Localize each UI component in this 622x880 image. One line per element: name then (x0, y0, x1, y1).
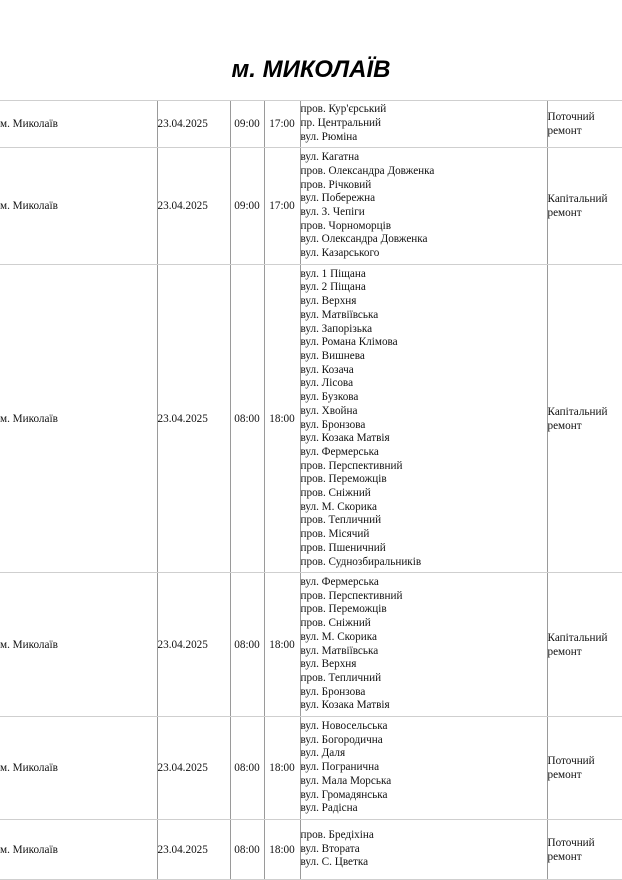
streets-cell (300, 717, 547, 820)
date-cell: 23.04.2025 (157, 820, 230, 880)
street-item: вул. Фермерська (301, 446, 547, 460)
street-item: вул. Козача (301, 364, 547, 378)
repair-type-line: ремонт (548, 768, 622, 782)
city-cell: м. Миколаїв (0, 265, 157, 573)
repair-type-line: Капітальний (548, 405, 622, 419)
streets-cell (300, 265, 547, 573)
end-time-cell: 18:00 (264, 265, 300, 573)
street-item: вул. Даля (301, 747, 547, 761)
street-item: пров. Переможців (301, 603, 547, 617)
repair-type-line: Поточний (548, 754, 622, 768)
street-item: вул. С. Цветка (301, 856, 547, 870)
repair-type-line: Поточний (548, 110, 622, 124)
street-item: пров. Перспективний (301, 460, 547, 474)
street-item: вул. 1 Піщана (301, 268, 547, 282)
table-row (0, 573, 622, 717)
date-cell: 23.04.2025 (157, 101, 230, 148)
street-item: пров. Переможців (301, 473, 547, 487)
city-cell: м. Миколаїв (0, 820, 157, 880)
start-time-cell: 08:00 (230, 717, 264, 820)
streets-cell (300, 148, 547, 265)
city-cell: м. Миколаїв (0, 573, 157, 717)
street-item: вул. Втората (301, 843, 547, 857)
street-item: вул. Громадянська (301, 789, 547, 803)
street-item: пров. Кур'єрський (301, 103, 547, 117)
repair-type-line: ремонт (548, 645, 622, 659)
repair-type-line: ремонт (548, 419, 622, 433)
table-row (0, 717, 622, 820)
street-item: вул. Кагатна (301, 151, 547, 165)
date-cell: 23.04.2025 (157, 265, 230, 573)
start-time-cell: 08:00 (230, 820, 264, 880)
street-item: вул. 2 Піщана (301, 281, 547, 295)
street-item: вул. Верхня (301, 295, 547, 309)
street-item: вул. Бронзова (301, 686, 547, 700)
street-item: вул. Рюміна (301, 131, 547, 145)
street-item: пр. Центральний (301, 117, 547, 131)
street-item: вул. З. Чепіги (301, 206, 547, 220)
street-item: вул. Бузкова (301, 391, 547, 405)
end-time-cell: 18:00 (264, 717, 300, 820)
end-time-cell: 18:00 (264, 820, 300, 880)
street-item: вул. Лісова (301, 377, 547, 391)
end-time-cell: 17:00 (264, 101, 300, 148)
start-time-cell: 08:00 (230, 265, 264, 573)
street-item: пров. Сніжний (301, 487, 547, 501)
city-cell: м. Миколаїв (0, 717, 157, 820)
repair-type-line: Капітальний (548, 192, 622, 206)
city-cell: м. Миколаїв (0, 148, 157, 265)
street-item: вул. М. Скорика (301, 501, 547, 515)
table-row (0, 101, 622, 148)
street-item: пров. Чорноморців (301, 220, 547, 234)
repair-type-cell (547, 717, 622, 820)
street-item: пров. Суднозбиральників (301, 556, 547, 570)
street-item: пров. Бредіхіна (301, 829, 547, 843)
street-item: вул. Погранична (301, 761, 547, 775)
table-row (0, 148, 622, 265)
repair-type-line: ремонт (548, 206, 622, 220)
start-time-cell: 08:00 (230, 573, 264, 717)
street-item: пров. Олександра Довженка (301, 165, 547, 179)
street-item: пров. Річковий (301, 179, 547, 193)
repair-type-cell (547, 573, 622, 717)
end-time-cell: 17:00 (264, 148, 300, 265)
street-item: вул. Фермерська (301, 576, 547, 590)
repair-type-cell (547, 265, 622, 573)
street-item: пров. Перспективний (301, 590, 547, 604)
date-cell: 23.04.2025 (157, 573, 230, 717)
repair-type-line: ремонт (548, 850, 622, 864)
repair-type-cell (547, 820, 622, 880)
street-item: вул. Бронзова (301, 419, 547, 433)
street-item: вул. Романа Клімова (301, 336, 547, 350)
outage-schedule-table (0, 100, 622, 880)
street-item: пров. Тепличний (301, 514, 547, 528)
street-item: вул. Богородична (301, 734, 547, 748)
street-item: вул. Вишнева (301, 350, 547, 364)
street-item: пров. Пшеничний (301, 542, 547, 556)
street-item: вул. Олександра Довженка (301, 233, 547, 247)
repair-type-line: ремонт (548, 124, 622, 138)
street-item: вул. Матвіївська (301, 309, 547, 323)
start-time-cell: 09:00 (230, 148, 264, 265)
street-item: вул. Побережна (301, 192, 547, 206)
page-title: м. МИКОЛАЇВ (0, 50, 622, 90)
street-item: вул. Верхня (301, 658, 547, 672)
streets-cell (300, 820, 547, 880)
date-cell: 23.04.2025 (157, 148, 230, 265)
street-item: вул. Козака Матвія (301, 699, 547, 713)
repair-type-line: Поточний (548, 836, 622, 850)
street-item: вул. Мала Морська (301, 775, 547, 789)
street-item: пров. Місячий (301, 528, 547, 542)
street-item: пров. Сніжний (301, 617, 547, 631)
table-row (0, 265, 622, 573)
streets-cell (300, 573, 547, 717)
streets-cell (300, 101, 547, 148)
repair-type-cell (547, 148, 622, 265)
city-cell: м. Миколаїв (0, 101, 157, 148)
table-row (0, 820, 622, 880)
street-item: вул. Матвіївська (301, 645, 547, 659)
street-item: вул. Запорізька (301, 323, 547, 337)
street-item: вул. Новосельська (301, 720, 547, 734)
street-item: вул. Хвойна (301, 405, 547, 419)
repair-type-line: Капітальний (548, 631, 622, 645)
street-item: вул. М. Скорика (301, 631, 547, 645)
street-item: вул. Козака Матвія (301, 432, 547, 446)
start-time-cell: 09:00 (230, 101, 264, 148)
end-time-cell: 18:00 (264, 573, 300, 717)
street-item: пров. Тепличний (301, 672, 547, 686)
street-item: вул. Казарського (301, 247, 547, 261)
street-item: вул. Радісна (301, 802, 547, 816)
repair-type-cell (547, 101, 622, 148)
date-cell: 23.04.2025 (157, 717, 230, 820)
